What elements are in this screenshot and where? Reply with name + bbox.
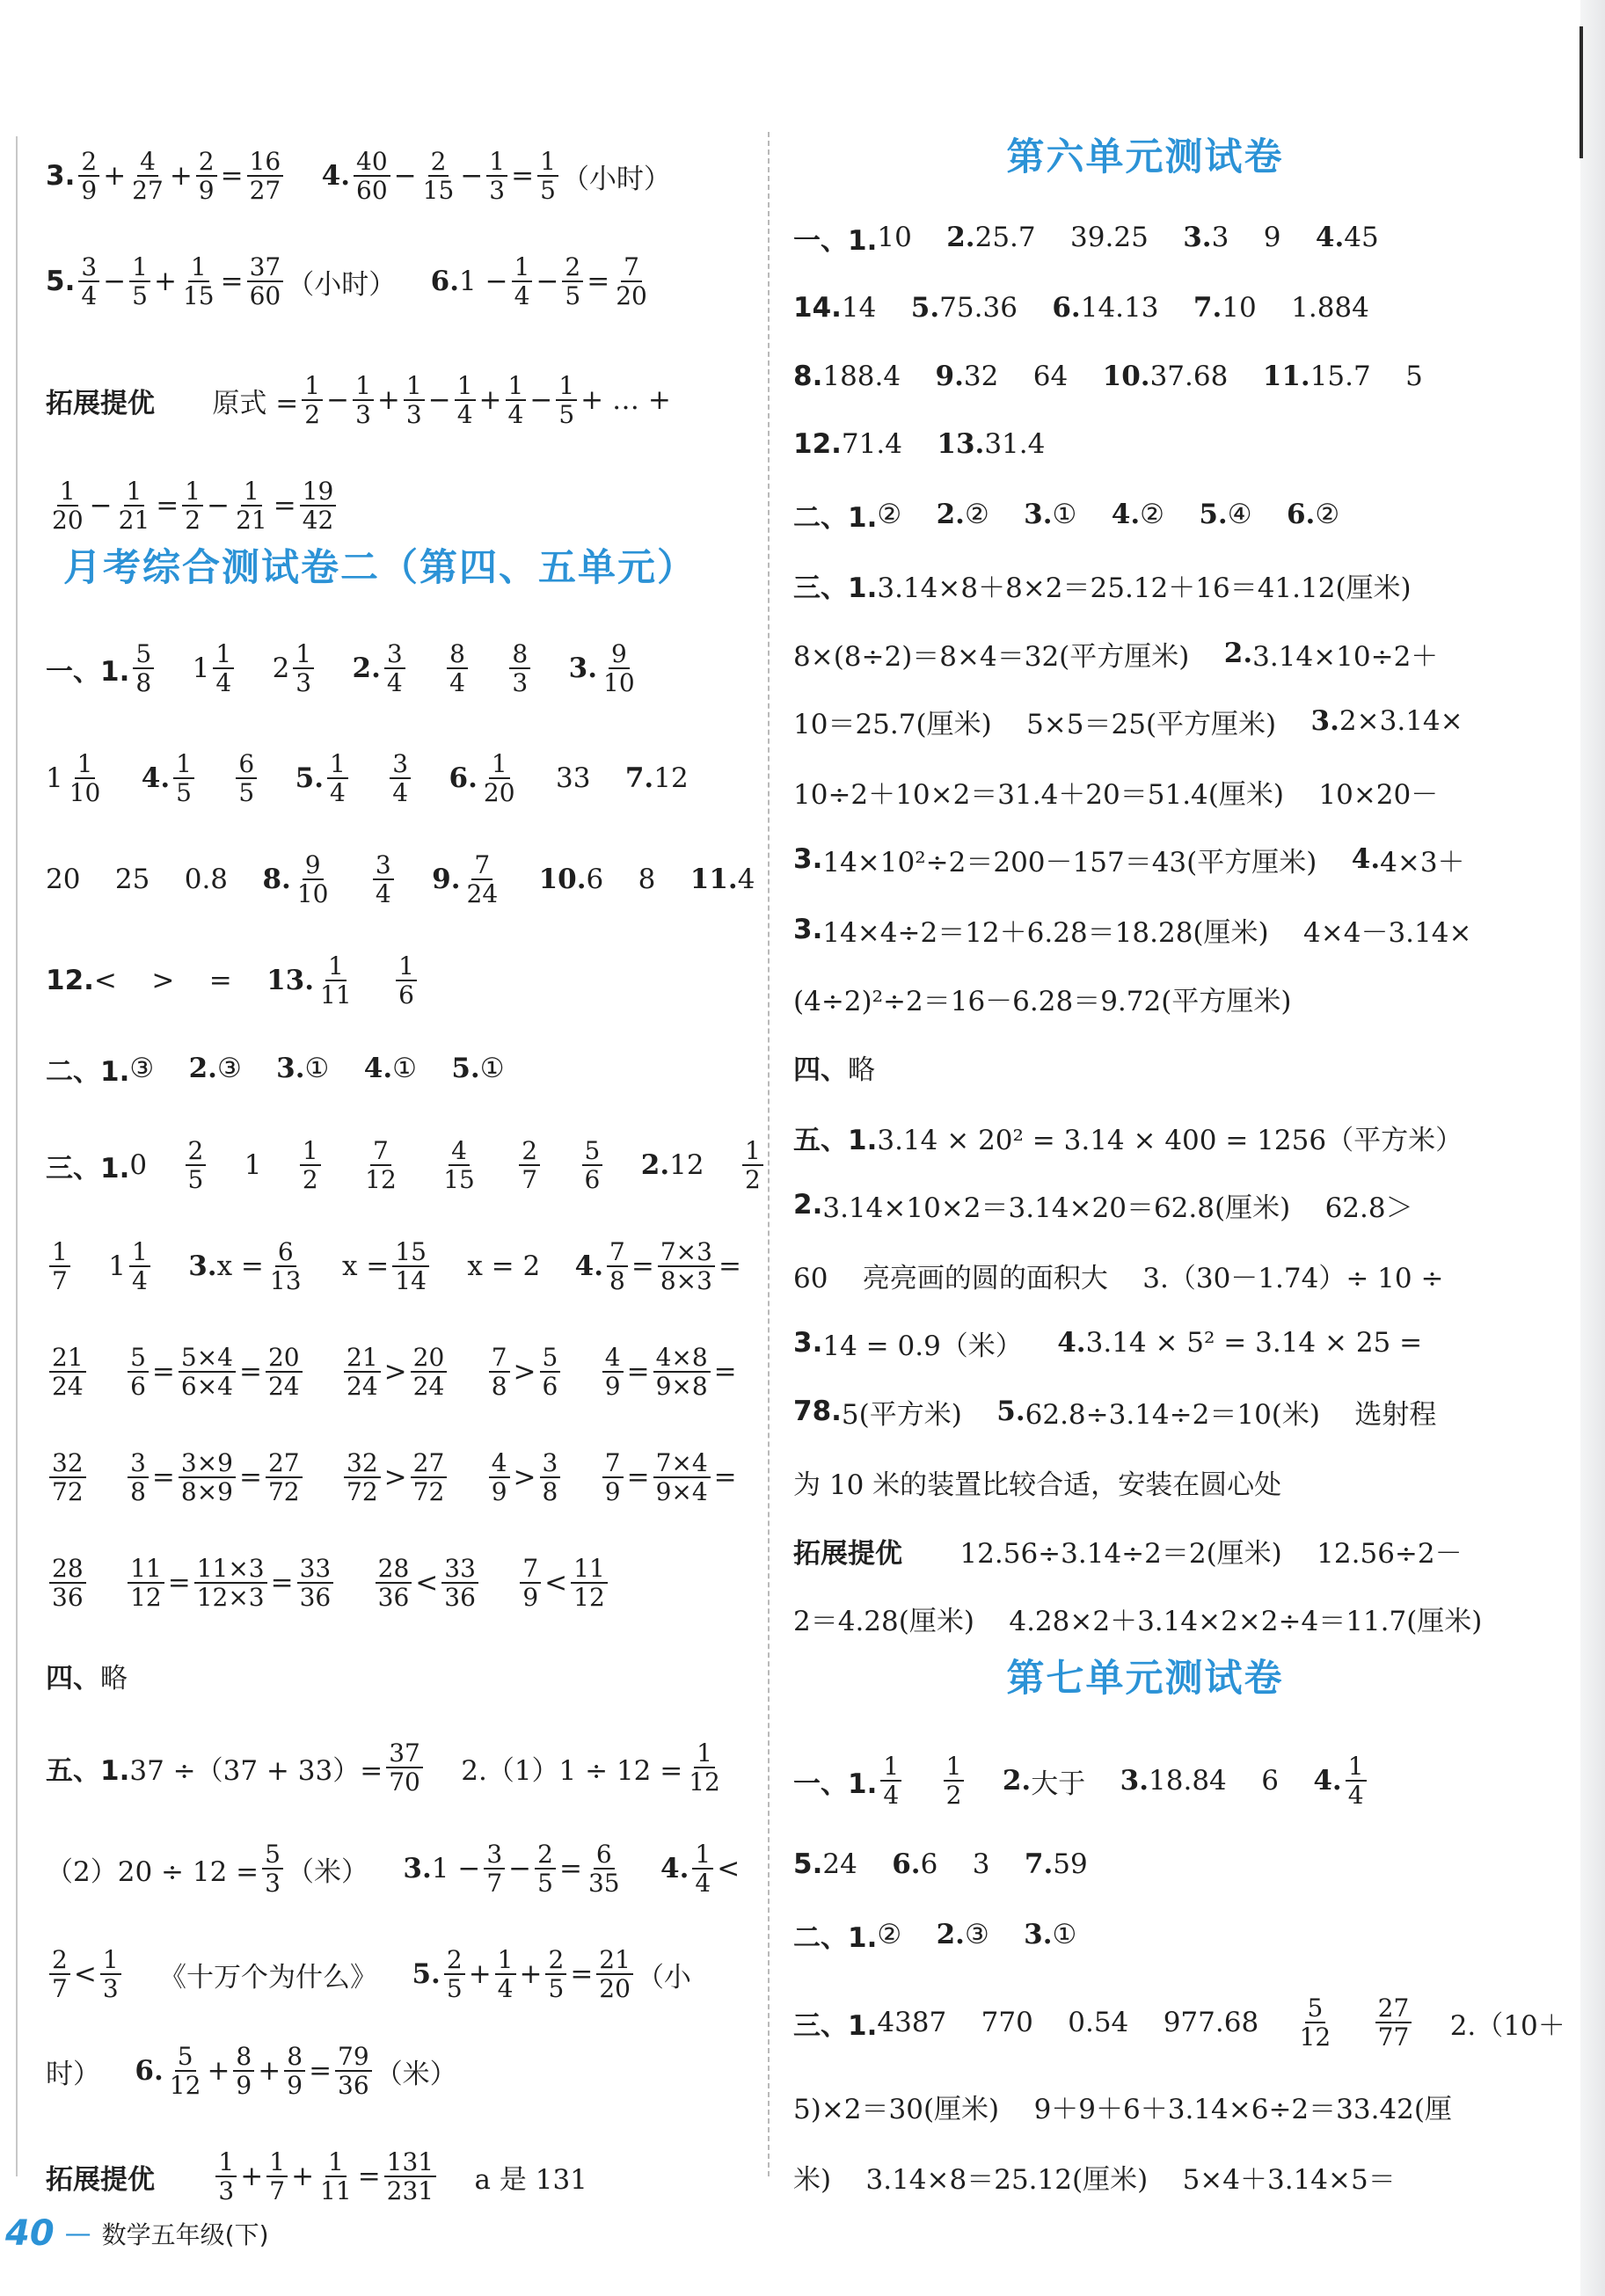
fraction: $\frac{8}{4}$ (447, 640, 468, 697)
fraction: $\frac{33}{36}$ (297, 1555, 334, 1612)
fraction: $\frac{28}{36}$ (49, 1555, 86, 1612)
answer-line: 3. 14 = 0.9（米） 4. 3.14 × 5² = 3.14 × 25 = (793, 1327, 1423, 1362)
answer-line: 三、1. 4387 770 0.54 977.68 $\frac{5}{12}$ $\frac{27}{77}$ 2.（10＋ (793, 1993, 1565, 2052)
fraction: $\frac{21}{24}$ (344, 1344, 381, 1401)
fraction: $\frac{1}{21}$ (118, 476, 150, 535)
fraction: $\frac{32}{72}$ (344, 1449, 381, 1506)
item-label: 3. (793, 1327, 823, 1359)
fraction: $\frac{1}{4}$ (880, 1753, 901, 1810)
book-title: 数学五年级(下) (101, 2220, 269, 2249)
fraction: $\frac{3}{4}$ (384, 640, 405, 697)
fraction: $\frac{1}{3}$ (215, 2148, 237, 2205)
fraction: $\frac{8}{3}$ (509, 640, 530, 697)
section-title-unit-7: 第七单元测试卷 (1006, 1657, 1284, 1701)
fraction: $\frac{7}{20}$ (616, 251, 647, 310)
answer-line: 五、1. 37 ÷（37 + 33）= $\frac{37}{70}$ 2.（1）1 ÷ 12 = $\frac{1}{12}$ (46, 1737, 726, 1798)
answer-line: 5)×2＝30(厘米) 9＋9＋6＋3.14×6÷2＝33.42(厘 (793, 2093, 1452, 2125)
answer-line: 拓展提优 $\frac{1}{3}$ + $\frac{1}{7}$ + $\frac{1}{11}$ = $\frac{131}{231}$ a 是 131 (46, 2147, 587, 2205)
answer-line: 3. 14×4÷2＝12＋6.28＝18.28(厘米) 4×4－3.14× (793, 914, 1472, 949)
fraction: $\frac{32}{72}$ (49, 1449, 86, 1506)
item-label: 四、 (46, 1662, 100, 1695)
fraction: $\frac{1}{5}$ (537, 148, 558, 205)
answer-line: $\frac{1}{7}$ 1 $\frac{1}{4}$ 3. x = $\frac{6}{13}$ x = $\frac{15}{14}$ x = 2 4. $\frac{7}{8}$ = $\frac{7\times 3}{8\times 3}$ = (46, 1235, 741, 1297)
fraction: $\frac{16}{27}$ (247, 148, 284, 205)
fraction: $\frac{6}{13}$ (269, 1236, 302, 1295)
fraction: $\frac{7\times 3}{8\times 3}$ (658, 1238, 715, 1295)
item-label: 12. (46, 965, 94, 996)
fraction: $\frac{21}{24}$ (49, 1344, 86, 1401)
fraction: $\frac{3}{7}$ (484, 1840, 505, 1898)
fraction: $\frac{1}{5}$ (173, 750, 194, 807)
fraction: $\frac{7}{24}$ (466, 849, 499, 908)
fraction: $\frac{5}{8}$ (133, 640, 154, 697)
fraction: $\frac{131}{231}$ (384, 2148, 436, 2205)
fraction: $\frac{27}{72}$ (411, 1449, 448, 1506)
fraction: $\frac{1}{5}$ (556, 372, 577, 429)
fraction: $\frac{15}{14}$ (392, 1238, 429, 1295)
fraction: $\frac{5}{6}$ (540, 1344, 561, 1401)
fraction: $\frac{5}{3}$ (262, 1840, 283, 1898)
answer-line: 拓展提优 原式 = $\frac{1}{2}$ − $\frac{1}{3}$ + $\frac{1}{3}$ − $\frac{1}{4}$ + $\frac{1}{4}$ − $\frac{1}{5}$ + … + (46, 370, 671, 429)
answer-line: 10÷2＋10×2＝31.4＋20＝51.4(厘米) 10×20－ (793, 778, 1439, 811)
item-label: 五、1. (793, 1124, 878, 1156)
fraction: $\frac{3}{4}$ (78, 253, 99, 310)
fraction: $\frac{1}{4}$ (512, 253, 533, 310)
fraction: $\frac{7}{12}$ (365, 1135, 397, 1194)
left-margin-rule (16, 136, 18, 2176)
item-label: 拓展提优 (793, 1537, 902, 1570)
fraction: $\frac{5}{12}$ (169, 2041, 201, 2100)
answer-line: (4÷2)²÷2＝16－6.28＝9.72(平方厘米) (793, 985, 1292, 1017)
answer-line: 米) 3.14×8＝25.12(厘米) 5×4＋3.14×5＝ (793, 2163, 1396, 2196)
answer-line: 三、1. 3.14×8＋8×2＝25.12＋16＝41.12(厘米) (793, 554, 1412, 616)
fraction: $\frac{2}{9}$ (78, 148, 99, 205)
fraction: $\frac{5\times 4}{6\times 4}$ (179, 1344, 236, 1401)
fraction: $\frac{1}{3}$ (293, 640, 314, 697)
item-label: 二、1. (793, 1921, 878, 1954)
fraction: $\frac{1}{4}$ (1346, 1753, 1367, 1810)
item-label: 12. (793, 428, 842, 460)
fraction: $\frac{1}{4}$ (129, 1238, 150, 1295)
fraction: $\frac{7\times 4}{9\times 4}$ (653, 1449, 711, 1506)
fraction: $\frac{1}{4}$ (506, 372, 527, 429)
answer-line: $\frac{32}{72}$ $\frac{3}{8}$ = $\frac{3\times 9}{8\times 9}$ = $\frac{27}{72}$ $\frac{32}{72}$ > $\frac{27}{72}$ $\frac{4}{9}$ > $\frac{3}{8}$ $\frac{7}{9}$ = $\frac{7\times 4}{9\times 4}$ = (46, 1447, 737, 1508)
fraction: $\frac{4}{15}$ (443, 1135, 475, 1194)
fraction: $\frac{1}{11}$ (320, 2147, 352, 2205)
answer-line: 12. 71.4 13. 31.4 (793, 428, 1046, 460)
fraction: $\frac{11\times 3}{12\times 3}$ (194, 1555, 267, 1612)
answer-line: （2）20 ÷ 12 = $\frac{5}{3}$ （米） 3. 1 − $\frac{3}{7}$ − $\frac{2}{5}$ = $\frac{6}{35}$ 4. $\frac{1}{4}$ < (46, 1839, 740, 1898)
answer-line: 1 $\frac{1}{10}$ 4. $\frac{1}{5}$ $\frac{6}{5}$ 5. $\frac{1}{4}$ $\frac{3}{4}$ 6. $\frac{1}{20}$ 33 7. 12 (46, 748, 689, 807)
fraction: $\frac{1}{10}$ (69, 748, 101, 807)
fraction: $\frac{5}{6}$ (582, 1137, 603, 1194)
item-label: 一、1. (793, 224, 878, 257)
item-label: 拓展提优 (46, 2163, 155, 2196)
section-title-unit-6: 第六单元测试卷 (1006, 135, 1284, 179)
item-label: 8. (793, 361, 823, 392)
item-label: 3. (46, 160, 76, 192)
answer-line: 一、1. 10 2. 25.7 39.25 3. 3 9 4. 45 (793, 207, 1379, 268)
fraction: $\frac{1}{11}$ (320, 951, 352, 1010)
item-label: 5. (793, 1848, 823, 1880)
fraction: $\frac{1}{4}$ (327, 750, 348, 807)
answer-line: 5. $\frac{3}{4}$ − $\frac{1}{5}$ + $\frac{1}{15}$ = $\frac{37}{60}$ （小时） 6. 1 − $\frac{1}{4}$ − $\frac{2}{5}$ = $\frac{7}{20}$ (46, 251, 653, 312)
answer-line: 12. < > = 13. $\frac{1}{11}$ $\frac{1}{6}$ (46, 950, 420, 1011)
fraction: $\frac{2}{5}$ (545, 1946, 566, 2003)
fraction: $\frac{1}{21}$ (236, 476, 267, 535)
answer-line: 二、1. ③ 2. ③ 3. ① 4. ① 5. ① (46, 1038, 505, 1099)
fraction: $\frac{1}{20}$ (52, 476, 84, 535)
fraction: $\frac{4}{9}$ (602, 1344, 624, 1401)
fraction: $\frac{37}{60}$ (247, 253, 284, 310)
answer-line: $\frac{28}{36}$ $\frac{11}{12}$ = $\frac{11\times 3}{12\times 3}$ = $\frac{33}{36}$ $\frac{28}{36}$ < $\frac{33}{36}$ $\frac{7}{9}$ < $\frac{11}{12}$ (46, 1552, 611, 1614)
fraction: $\frac{79}{36}$ (335, 2043, 372, 2100)
answer-line: 3. $\frac{2}{9}$ + $\frac{4}{27}$ + $\frac{2}{9}$ = $\frac{16}{27}$ 4. $\frac{40}{60}$ − $\frac{2}{15}$ − $\frac{1}{3}$ = $\frac{1}{5}$ （小时） (46, 146, 671, 205)
fraction: $\frac{1}{3}$ (353, 372, 374, 429)
fraction: $\frac{3}{4}$ (390, 750, 411, 807)
page-edge-shadow (1580, 0, 1605, 2296)
fraction: $\frac{1}{7}$ (49, 1238, 70, 1295)
fraction: $\frac{1}{3}$ (100, 1946, 121, 2003)
item-label: 四、 (793, 1053, 848, 1086)
fraction: $\frac{20}{24}$ (266, 1344, 303, 1401)
fraction: $\frac{1}{6}$ (396, 952, 417, 1010)
fraction: $\frac{5}{12}$ (1299, 1993, 1331, 2052)
item-label: 二、1. (46, 1055, 130, 1088)
answer-line: 三、1. 0 $\frac{2}{5}$ 1 $\frac{1}{2}$ $\frac{7}{12}$ $\frac{4}{15}$ $\frac{2}{7}$ $\frac{5}{6}$ 2. 12 $\frac{1}{2}$ (46, 1134, 767, 1196)
fraction: $\frac{2}{7}$ (519, 1137, 540, 1194)
column-divider (768, 132, 770, 2176)
answer-line: 8. 188.4 9. 32 64 10. 37.68 11. 15.7 5 (793, 361, 1423, 392)
answer-line: 10＝25.7(厘米) 5×5＝25(平方厘米) 3. 2×3.14× (793, 705, 1463, 740)
fraction: $\frac{6}{35}$ (587, 1839, 620, 1898)
fraction: $\frac{7}{8}$ (489, 1344, 510, 1401)
answer-line: 四、 略 (793, 1036, 875, 1097)
answer-line: 8×(8÷2)＝8×4＝32(平方厘米) 2. 3.14×10÷2＋ (793, 638, 1439, 673)
answer-line: 五、1. 3.14 × 20² = 3.14 × 400 = 1256（平方米） (793, 1106, 1463, 1168)
fraction: $\frac{2}{9}$ (196, 148, 217, 205)
fraction: $\frac{8}{9}$ (284, 2043, 305, 2100)
item-label: 三、1. (46, 1152, 130, 1184)
fraction: $\frac{33}{36}$ (441, 1555, 478, 1612)
fraction: $\frac{1}{7}$ (266, 2148, 288, 2205)
fraction: $\frac{1}{5}$ (129, 253, 150, 310)
fraction: $\frac{28}{36}$ (376, 1555, 412, 1612)
answer-line: 一、1. $\frac{1}{4}$ $\frac{1}{2}$ 2. 大于 3. 18.84 6 4. $\frac{1}{4}$ (793, 1750, 1370, 1811)
fraction: $\frac{20}{24}$ (411, 1344, 448, 1401)
fraction: $\frac{7}{8}$ (607, 1238, 628, 1295)
item-label: 14. (793, 292, 842, 324)
item-label: 五、1. (46, 1754, 130, 1787)
fraction: $\frac{27}{77}$ (1375, 1994, 1412, 2052)
fraction: $\frac{3\times 9}{8\times 9}$ (179, 1449, 236, 1506)
item-label: 一、1. (793, 1768, 878, 1800)
fraction: $\frac{1}{2}$ (302, 372, 323, 429)
fraction: $\frac{8}{9}$ (233, 2043, 254, 2100)
fraction: $\frac{2}{5}$ (562, 253, 583, 310)
fraction: $\frac{11}{12}$ (128, 1555, 164, 1612)
answer-line: 14. 14 5. 75.36 6. 14.13 7. 10 1.884 (793, 292, 1369, 324)
fraction: $\frac{1}{3}$ (486, 148, 507, 205)
answer-line: 二、1. ② 2. ② 3. ① 4. ② 5. ④ 6. ② (793, 484, 1339, 545)
answer-line: 2. 3.14×10×2＝3.14×20＝62.8(厘米) 62.8＞ (793, 1189, 1413, 1224)
fraction: $\frac{1}{2}$ (944, 1753, 965, 1810)
answer-line: 20 25 0.8 8. $\frac{9}{10}$ $\frac{3}{4}$ 9. $\frac{7}{24}$ 10. 6 8 11. 4 (46, 849, 755, 908)
fraction: $\frac{1}{15}$ (182, 251, 215, 310)
fraction: $\frac{37}{70}$ (386, 1739, 423, 1797)
item-label: 78. (793, 1396, 842, 1427)
fraction: $\frac{40}{60}$ (354, 148, 390, 205)
fraction: $\frac{21}{20}$ (596, 1946, 633, 2003)
page-footer (0, 2207, 528, 2260)
fraction: $\frac{4\times 8}{9\times 8}$ (653, 1344, 711, 1401)
answer-line: 拓展提优 12.56÷3.14÷2＝2(厘米) 12.56÷2－ (793, 1520, 1463, 1581)
item-label: 2. (793, 1189, 823, 1221)
section-title-monthly-test-2: 月考综合测试卷二（第四、五单元） (63, 546, 697, 590)
item-label: 三、1. (793, 2009, 878, 2042)
fraction: $\frac{27}{72}$ (266, 1449, 303, 1506)
fraction: $\frac{7}{9}$ (520, 1555, 541, 1612)
binding-mark (1579, 26, 1583, 158)
fraction: $\frac{2}{5}$ (444, 1946, 465, 2003)
fraction: $\frac{2}{7}$ (49, 1946, 70, 2003)
fraction: $\frac{2}{5}$ (186, 1137, 207, 1194)
fraction: $\frac{19}{42}$ (300, 477, 337, 535)
answer-line: $\frac{2}{7}$ < $\frac{1}{3}$ 《十万个为什么》 5. $\frac{2}{5}$ + $\frac{1}{4}$ + $\frac{2}{5}$ = $\frac{21}{20}$ （小 (46, 1943, 691, 2005)
item-label: 5. (46, 266, 76, 297)
answer-line: 5. 24 6. 6 3 7. 59 (793, 1848, 1088, 1880)
fraction: $\frac{1}{4}$ (692, 1840, 713, 1898)
footer-dash: — (64, 2218, 91, 2249)
answer-line: 78. 5(平方米) 5. 62.8÷3.14÷2＝10(米) 选射程 (793, 1396, 1437, 1431)
fraction: $\frac{1}{20}$ (483, 748, 515, 807)
fraction: $\frac{1}{4}$ (455, 372, 476, 429)
fraction: $\frac{6}{5}$ (236, 750, 257, 807)
answer-line: 3. 14×10²÷2＝200－157＝43(平方厘米) 4. 4×3＋ (793, 843, 1465, 878)
item-label: 3. (793, 843, 823, 875)
item-label: 一、1. (46, 655, 130, 688)
fraction: $\frac{3}{8}$ (128, 1449, 149, 1506)
answer-line: 四、 略 (46, 1644, 128, 1706)
item-label: 拓展提优 (46, 387, 155, 419)
answer-line: 2＝4.28(厘米) 4.28×2＋3.14×2×2÷4＝11.7(厘米) (793, 1605, 1483, 1637)
answer-line: 为 10 米的装置比较合适，安装在圆心处 (793, 1469, 1282, 1501)
fraction: $\frac{11}{12}$ (571, 1555, 608, 1612)
fraction: $\frac{3}{4}$ (373, 851, 394, 908)
fraction: $\frac{4}{27}$ (132, 146, 164, 205)
fraction: $\frac{1}{2}$ (742, 1137, 763, 1194)
fraction: $\frac{1}{4}$ (213, 640, 234, 697)
fraction: $\frac{9}{10}$ (603, 638, 635, 697)
item-label: 3. (793, 914, 823, 945)
item-label: 二、1. (793, 501, 878, 534)
answer-line: 时） 6. $\frac{5}{12}$ + $\frac{8}{9}$ + $\frac{8}{9}$ = $\frac{79}{36}$ （米） (46, 2041, 457, 2100)
fraction: $\frac{1}{4}$ (495, 1946, 516, 2003)
fraction: $\frac{5}{6}$ (128, 1344, 149, 1401)
answer-line: 二、1. ② 2. ③ 3. ① (793, 1904, 1076, 1965)
fraction: $\frac{1}{2}$ (300, 1137, 321, 1194)
page-number: 40 (5, 2213, 55, 2254)
fraction: $\frac{1}{12}$ (689, 1738, 720, 1797)
fraction: $\frac{2}{15}$ (422, 146, 455, 205)
fraction: $\frac{1}{2}$ (182, 477, 203, 535)
answer-line: $\frac{1}{20}$ − $\frac{1}{21}$ = $\frac{1}{2}$ − $\frac{1}{21}$ = $\frac{19}{42}$ (46, 475, 339, 536)
answer-line: 60 亮亮画的圆的面积大 3.（30－1.74）÷ 10 ÷ (793, 1262, 1444, 1294)
fraction: $\frac{7}{9}$ (602, 1449, 624, 1506)
item-label: 三、1. (793, 572, 878, 604)
fraction: $\frac{3}{8}$ (540, 1449, 561, 1506)
answer-line: $\frac{21}{24}$ $\frac{5}{6}$ = $\frac{5\times 4}{6\times 4}$ = $\frac{20}{24}$ $\frac{21}{24}$ > $\frac{20}{24}$ $\frac{7}{8}$ > $\frac{5}{6}$ $\frac{4}{9}$ = $\frac{4\times 8}{9\times 8}$ = (46, 1341, 737, 1403)
fraction: $\frac{2}{5}$ (535, 1840, 556, 1898)
fraction: $\frac{9}{10}$ (296, 849, 329, 908)
answer-line: 一、1. $\frac{5}{8}$ 1 $\frac{1}{4}$ 2 $\frac{1}{3}$ 2. $\frac{3}{4}$ $\frac{8}{4}$ $\frac{8}{3}$ 3. $\frac{9}{10}$ (46, 638, 641, 699)
fraction: $\frac{4}{9}$ (489, 1449, 510, 1506)
fraction: $\frac{1}{3}$ (404, 372, 425, 429)
